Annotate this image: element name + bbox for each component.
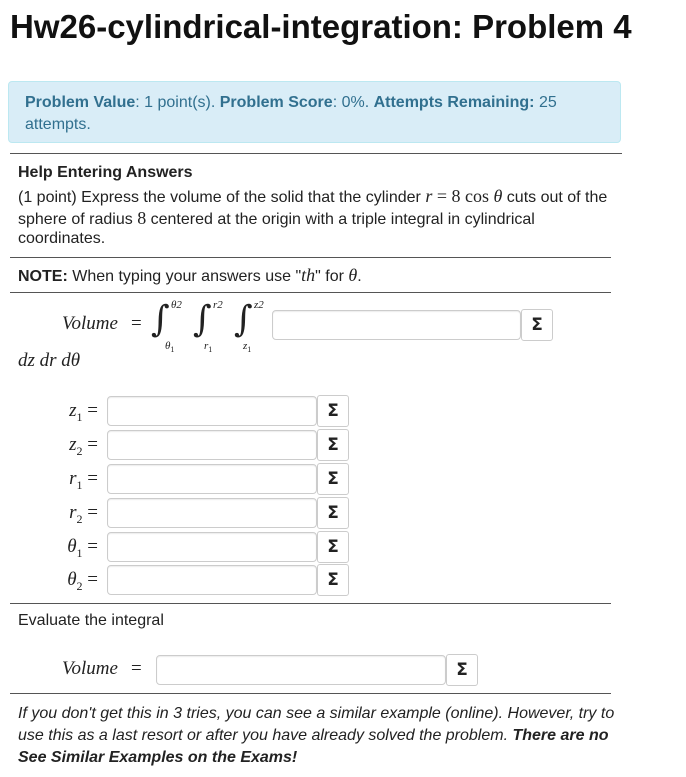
integral-sign: ∫ [193, 299, 212, 340]
integrand-input[interactable] [272, 310, 521, 340]
divider [10, 292, 611, 293]
problem-text: cuts out of the [502, 189, 608, 206]
integral-sign: ∫ [151, 299, 170, 340]
volume-result-input[interactable] [156, 655, 446, 685]
note-line [18, 265, 362, 286]
var-name: z [69, 434, 77, 455]
problem-statement-line1 [18, 186, 607, 207]
equals-sign: = [131, 313, 142, 334]
lower-limit-theta1: $\theta_1$ [165, 340, 175, 355]
problem-value-text: : 1 point(s). [135, 94, 220, 111]
problem-statement-line2 [18, 208, 535, 229]
problem-score-label: Problem Score [219, 94, 333, 111]
problem-statement-line3: coordinates. [18, 230, 106, 247]
r1-input[interactable] [107, 464, 317, 494]
volume-label: Volume [62, 313, 118, 334]
attempts-remaining-text: 25 attempts. [25, 94, 557, 133]
math-theta: θ [348, 265, 358, 285]
label-z2: $z_2$ = [69, 434, 98, 458]
divider [10, 153, 622, 154]
var-sub: 2 [76, 578, 83, 593]
label-r2: $r_2$ = [69, 502, 98, 526]
equation-editor-button[interactable]: Σ [317, 531, 349, 563]
var-name: r [69, 502, 77, 523]
var-name: r [69, 468, 77, 489]
lower-limit-r1: $r_1$ [204, 340, 213, 355]
var-name: θ [67, 536, 77, 557]
equation-editor-button[interactable]: Σ [317, 395, 349, 427]
z2-input[interactable] [107, 430, 317, 460]
footer-text: use this as a last resort or after you have already solved the problem. [18, 727, 513, 744]
var-sub: 2 [76, 443, 83, 458]
r2-input[interactable] [107, 498, 317, 528]
equation-editor-button[interactable]: Σ [317, 463, 349, 495]
page-title: Hw26-cylindrical-integration: Problem 4 [10, 8, 632, 45]
upper-limit-theta2: θ2 [171, 299, 182, 311]
integral-sign: ∫ [234, 299, 253, 340]
problem-text: (1 point) Express the volume of the solid that the cylinder [18, 189, 426, 206]
footer-text: If you don't get this in 3 tries, you can see a similar example (online). However, try to [18, 705, 615, 722]
label-r1: $r_1$ = [69, 468, 98, 492]
footer-bold: See Similar Examples on the Exams! [18, 749, 298, 766]
math-eq: = 8 cos [432, 186, 494, 206]
label-z1: $z_1$ = [69, 400, 98, 424]
z1-input[interactable] [107, 396, 317, 426]
divider [10, 693, 611, 694]
problem-text: centered at the origin with a triple integral in cylindrical [146, 211, 535, 228]
note-text: " for [315, 268, 349, 285]
footer-note [18, 703, 618, 769]
problem-score-text: : 0%. [332, 94, 374, 111]
footer-bold: There are no [512, 727, 609, 744]
equation-editor-button[interactable]: Σ [446, 654, 478, 686]
var-sub: 1 [76, 545, 83, 560]
var-sub: 2 [76, 511, 83, 526]
upper-limit-z2: z2 [254, 299, 264, 311]
problem-info-box [8, 81, 621, 143]
label-theta1: $\theta_1$ = [67, 536, 98, 560]
math-th: th [301, 265, 316, 285]
differential: dz dr dθ [18, 350, 81, 371]
note-label: NOTE: [18, 268, 68, 285]
upper-limit-r2: r2 [213, 299, 223, 311]
var-sub: 1 [76, 409, 83, 424]
divider [10, 603, 611, 604]
math-r: r [425, 186, 433, 206]
equation-editor-button[interactable]: Σ [317, 429, 349, 461]
problem-value-label: Problem Value [25, 94, 136, 111]
var-name: θ [67, 569, 77, 590]
var-name: z [69, 400, 77, 421]
evaluate-instruction: Evaluate the integral [18, 612, 164, 629]
equation-editor-button[interactable]: Σ [521, 309, 553, 341]
math-radius: 8 [137, 208, 147, 228]
math-theta: θ [493, 186, 503, 206]
attempts-remaining-label: Attempts Remaining: [373, 94, 535, 111]
label-theta2: $\theta_2$ = [67, 569, 98, 593]
equation-editor-button[interactable]: Σ [317, 497, 349, 529]
equation-editor-button[interactable]: Σ [317, 564, 349, 596]
theta1-input[interactable] [107, 532, 317, 562]
divider [10, 257, 611, 258]
theta2-input[interactable] [107, 565, 317, 595]
help-entering-answers-link[interactable]: Help Entering Answers [18, 164, 193, 181]
problem-text: sphere of radius [18, 211, 138, 228]
equals-sign: = [131, 658, 142, 679]
lower-limit-z1: $z_1$ [243, 340, 252, 355]
volume-result-label: Volume [62, 658, 118, 679]
note-text: . [357, 268, 362, 285]
note-text: When typing your answers use " [67, 268, 302, 285]
var-sub: 1 [76, 477, 83, 492]
